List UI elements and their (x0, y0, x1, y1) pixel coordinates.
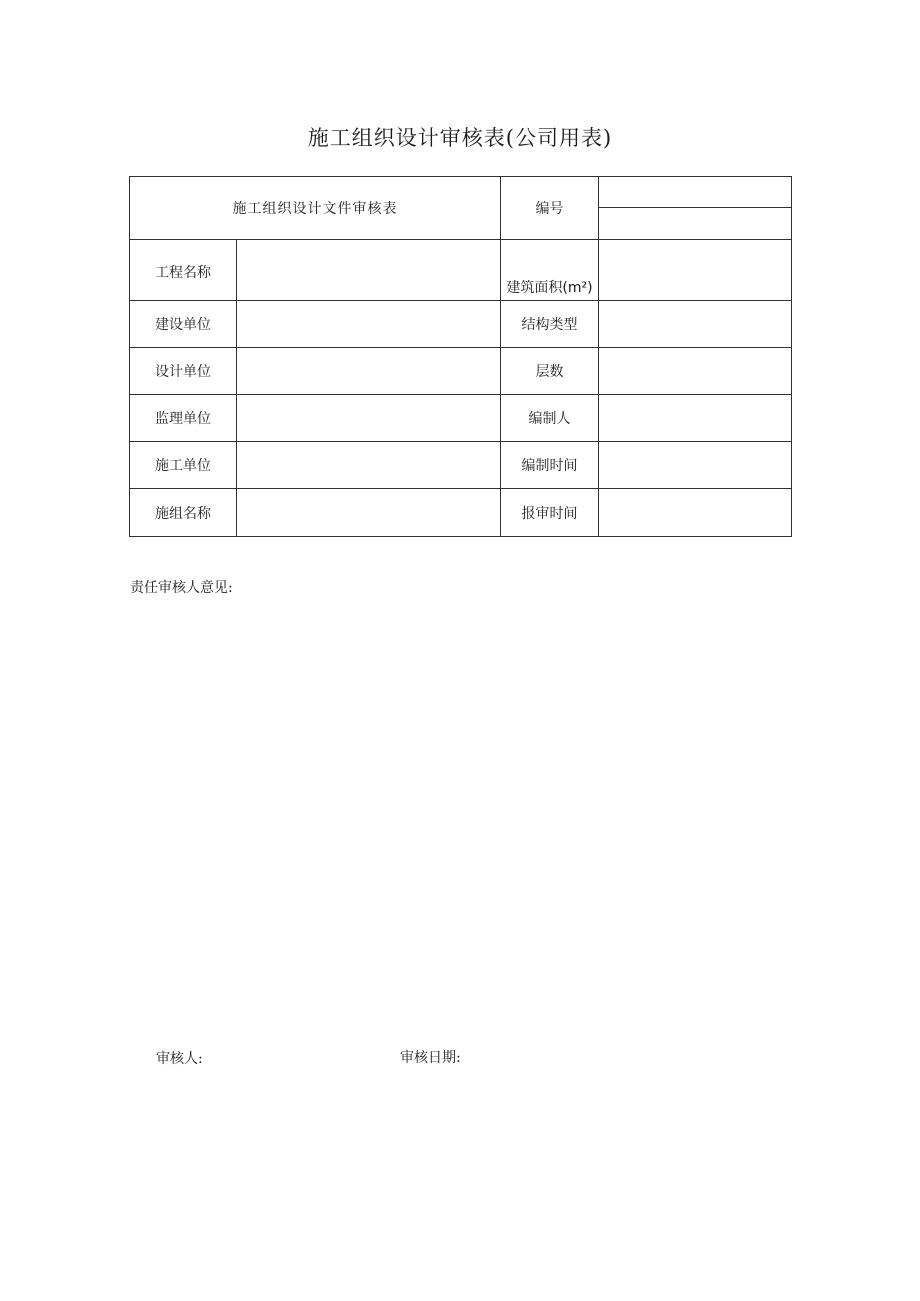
form-title: 施工组织设计文件审核表 (130, 177, 501, 240)
project-name-field[interactable] (237, 240, 501, 301)
design-unit-field[interactable] (237, 348, 501, 395)
building-area-field[interactable] (599, 240, 792, 301)
building-area-label: 建筑面积(m²) (501, 240, 599, 301)
serial-number-field-1[interactable] (599, 177, 792, 208)
compile-time-field[interactable] (599, 442, 792, 489)
compiler-label: 编制人 (501, 395, 599, 442)
review-date-label: 审核日期: (400, 1050, 461, 1066)
compiler-field[interactable] (599, 395, 792, 442)
plan-name-label: 施组名称 (130, 489, 237, 537)
project-name-label: 工程名称 (130, 240, 237, 301)
page-title: 施工组织设计审核表(公司用表) (307, 126, 613, 150)
submit-time-label: 报审时间 (501, 489, 599, 537)
contractor-unit-field[interactable] (237, 442, 501, 489)
reviewer-opinion-label: 责任审核人意见: (130, 580, 233, 596)
floor-count-field[interactable] (599, 348, 792, 395)
structure-type-label: 结构类型 (501, 301, 599, 348)
design-unit-label: 设计单位 (130, 348, 237, 395)
construction-unit-label: 建设单位 (130, 301, 237, 348)
serial-number-field-2[interactable] (599, 208, 792, 240)
review-form-table (129, 176, 792, 537)
reviewer-signature-label: 审核人: (156, 1051, 203, 1067)
structure-type-field[interactable] (599, 301, 792, 348)
serial-number-label: 编号 (501, 177, 599, 240)
compile-time-label: 编制时间 (501, 442, 599, 489)
contractor-unit-label: 施工单位 (130, 442, 237, 489)
submit-time-field[interactable] (599, 489, 792, 537)
construction-unit-field[interactable] (237, 301, 501, 348)
plan-name-field[interactable] (237, 489, 501, 537)
supervision-unit-label: 监理单位 (130, 395, 237, 442)
supervision-unit-field[interactable] (237, 395, 501, 442)
floor-count-label: 层数 (501, 348, 599, 395)
